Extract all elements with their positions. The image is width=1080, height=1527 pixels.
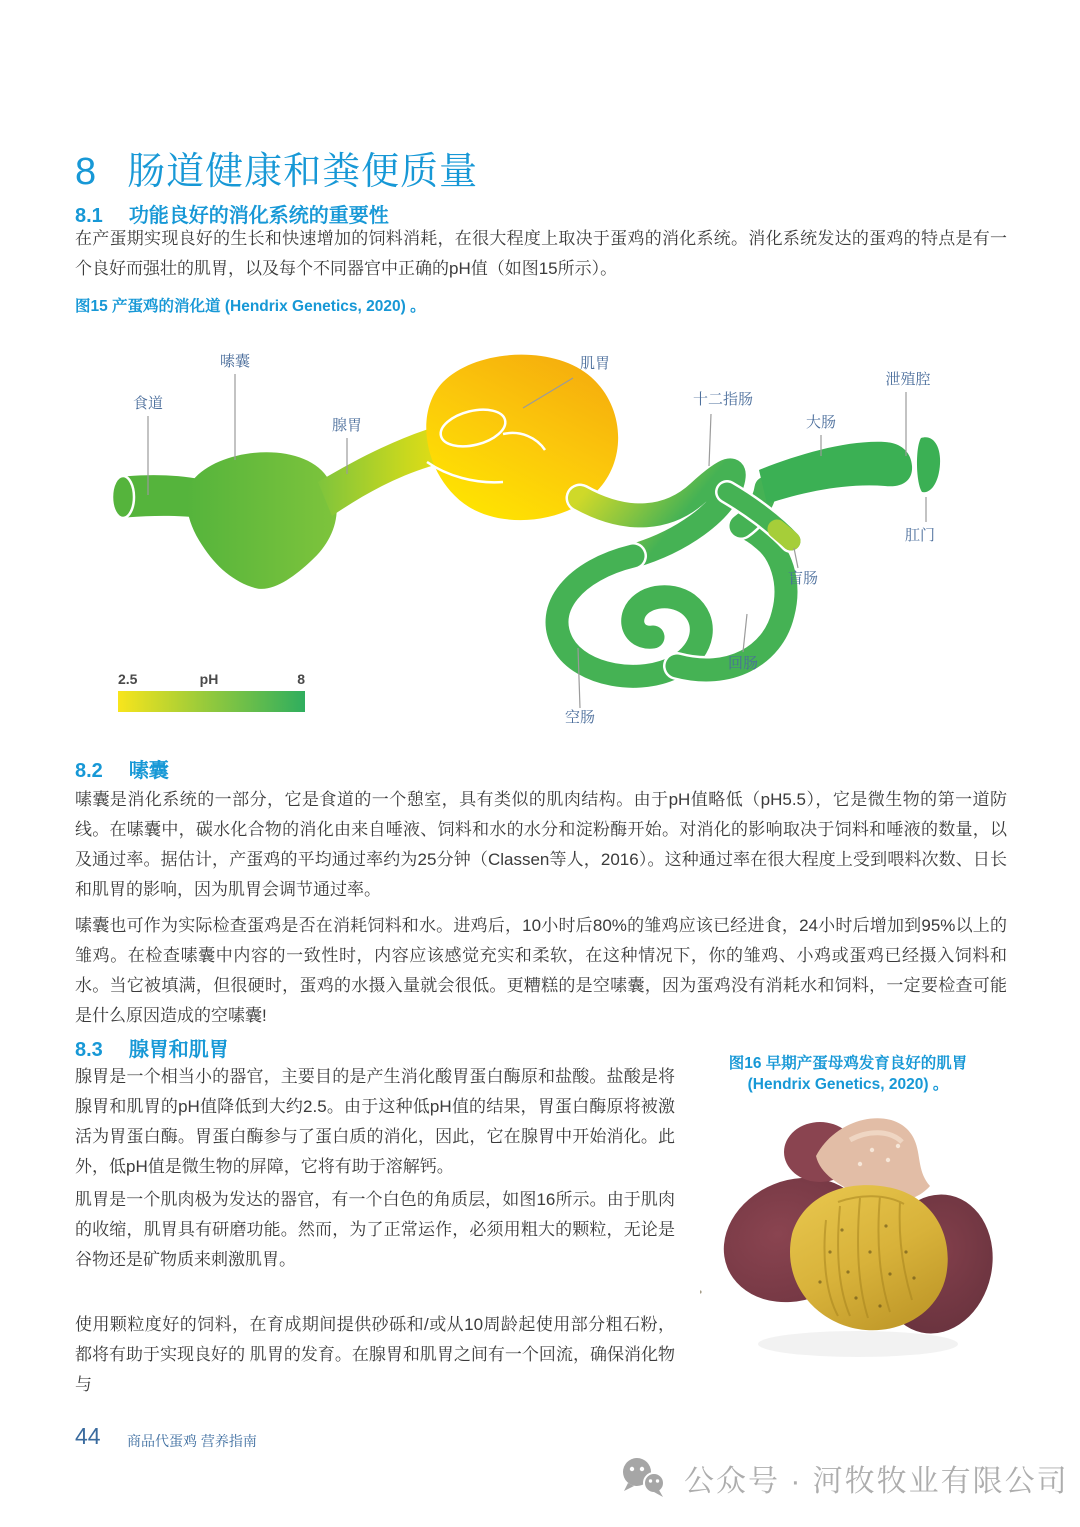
- watermark: [618, 1456, 1069, 1500]
- figure16-gizzard-photo: [700, 1102, 1010, 1364]
- ph-max: 8: [297, 671, 305, 687]
- label-esophagus: 食道: [132, 395, 164, 412]
- anus-shape: [917, 437, 940, 492]
- chapter-number: 8: [75, 151, 98, 193]
- section-8-3-paragraph-3: 使用颗粒度好的饲料，在育成期间提供砂砾和/或从10周龄起使用部分粗石粉，都将有助于实现良好的 肌胃的发育。在腺胃和肌胃之间有一个回流，确保消化物与: [75, 1315, 675, 1394]
- label-cloaca: 泄殖腔: [885, 371, 931, 388]
- figure15-caption: 图15 产蛋鸡的消化道 (Hendrix Genetics, 2020) 。: [75, 298, 426, 315]
- section-number: 8.3: [75, 1039, 103, 1061]
- chapter-heading: [75, 140, 1005, 195]
- section-title: 嗉囊: [128, 760, 169, 782]
- ph-label: pH: [199, 671, 219, 687]
- section-number: 8.2: [75, 760, 103, 782]
- label-gizzard: 肌胃: [579, 355, 611, 372]
- label-ileum: 回肠: [727, 655, 759, 672]
- ph-gradient-bar: [118, 691, 305, 712]
- photo-shadow: [758, 1331, 958, 1357]
- section-8-2-paragraph-2: 嗉囊也可作为实际检查蛋鸡是否在消耗饲料和水。进鸡后，10小时后80%的雏鸡应该已经进食，24小时后增加到95%以上的雏鸡。在检查嗉囊中内容的一致性时，内容应该感觉充实和柔软，在这种情况下，你的雏鸡、小鸡或蛋鸡已经摄入饲料和水。当它被填满，但很硬时，蛋鸡的水摄入量就会很低。更糟糕的是空嗉囊，因为蛋鸡没有消耗水和饲料，一定要检查可能是什么原因造成的空嗉囊!: [75, 916, 1007, 1025]
- section-8-3-paragraph-2: 肌胃是一个肌肉极为发达的器官，有一个白色的角质层，如图16所示。由于肌肉的收缩，肌胃具有研磨功能。然而，为了正常运作，必须用粗大的颗粒，无论是谷物还是矿物质来刺激肌胃。: [75, 1190, 675, 1269]
- label-jejunum: 空肠: [564, 709, 596, 726]
- ph-scale: [118, 671, 305, 712]
- label-cecum: 盲肠: [787, 570, 819, 587]
- footer-page-number: 44: [75, 1423, 101, 1449]
- label-proventriculus: 腺胃: [331, 417, 363, 434]
- section-8-1-paragraph: 在产蛋期实现良好的生长和快速增加的饲料消耗，在很大程度上取决于蛋鸡的消化系统。消化系统发达的蛋鸡的特点是有一个良好而强壮的肌胃，以及每个不同器官中正确的pH值（如图15所示）。: [75, 229, 1007, 278]
- watermark-text: 公众号 · 河牧牧业有限公司: [684, 1465, 1069, 1498]
- section-8-2-heading: [75, 754, 169, 783]
- large-intestine-shape: [759, 442, 912, 504]
- label-anus: 肛门: [904, 527, 936, 544]
- label-crop: 嗉囊: [219, 353, 251, 370]
- figure16-caption-line1: 图16 早期产蛋母鸡发育良好的肌胃: [728, 1055, 968, 1072]
- wechat-icon: [618, 1456, 670, 1500]
- section-number: 8.1: [75, 205, 103, 227]
- section-8-3-heading: [75, 1033, 229, 1062]
- crop-shape: [187, 452, 337, 589]
- section-8-3-paragraph-1: 腺胃是一个相当小的器官，主要目的是产生消化酸胃蛋白酶原和盐酸。盐酸是将腺胃和肌胃的pH值降低到大约2.5。由于这种低pH值的结果，胃蛋白酶原将被激活为胃蛋白酶。胃蛋白酶参与了蛋白质的消化，因此，它在腺胃中开始消化。此外，低pH值是微生物的屏障，它将有助于溶解钙。: [75, 1067, 675, 1176]
- label-duodenum: 十二指肠: [692, 391, 754, 408]
- footer-doc-title: 商品代蛋鸡 营养指南: [127, 1433, 257, 1449]
- figure16-caption: [680, 1053, 1016, 1095]
- section-title: 腺胃和肌胃: [128, 1039, 229, 1061]
- figure15-digestive-tract-diagram: [75, 330, 1010, 745]
- chapter-title: 肠道健康和粪便质量: [127, 151, 479, 193]
- label-large-intestine: 大肠: [805, 414, 837, 431]
- section-8-2-paragraph-1: 嗉囊是消化系统的一部分，它是食道的一个憩室，具有类似的肌肉结构。由于pH值略低（pH5.5），它是微生物的第一道防线。在嗉囊中，碳水化合物的消化由来自唾液、饲料和水的水分和淀粉酶开始。对消化的影响取决于饲料和唾液的数量，以及通过率。据估计，产蛋鸡的平均通过率约为25分钟（Classen等人，2016）。这种通过率在很大程度上受到喂料次数、日长和肌胃的影响，因为肌胃会调节通过率。: [75, 790, 1007, 899]
- ph-min: 2.5: [118, 671, 138, 687]
- section-title: 功能良好的消化系统的重要性: [128, 205, 389, 227]
- figure16-caption-line2: (Hendrix Genetics, 2020) 。: [747, 1076, 949, 1093]
